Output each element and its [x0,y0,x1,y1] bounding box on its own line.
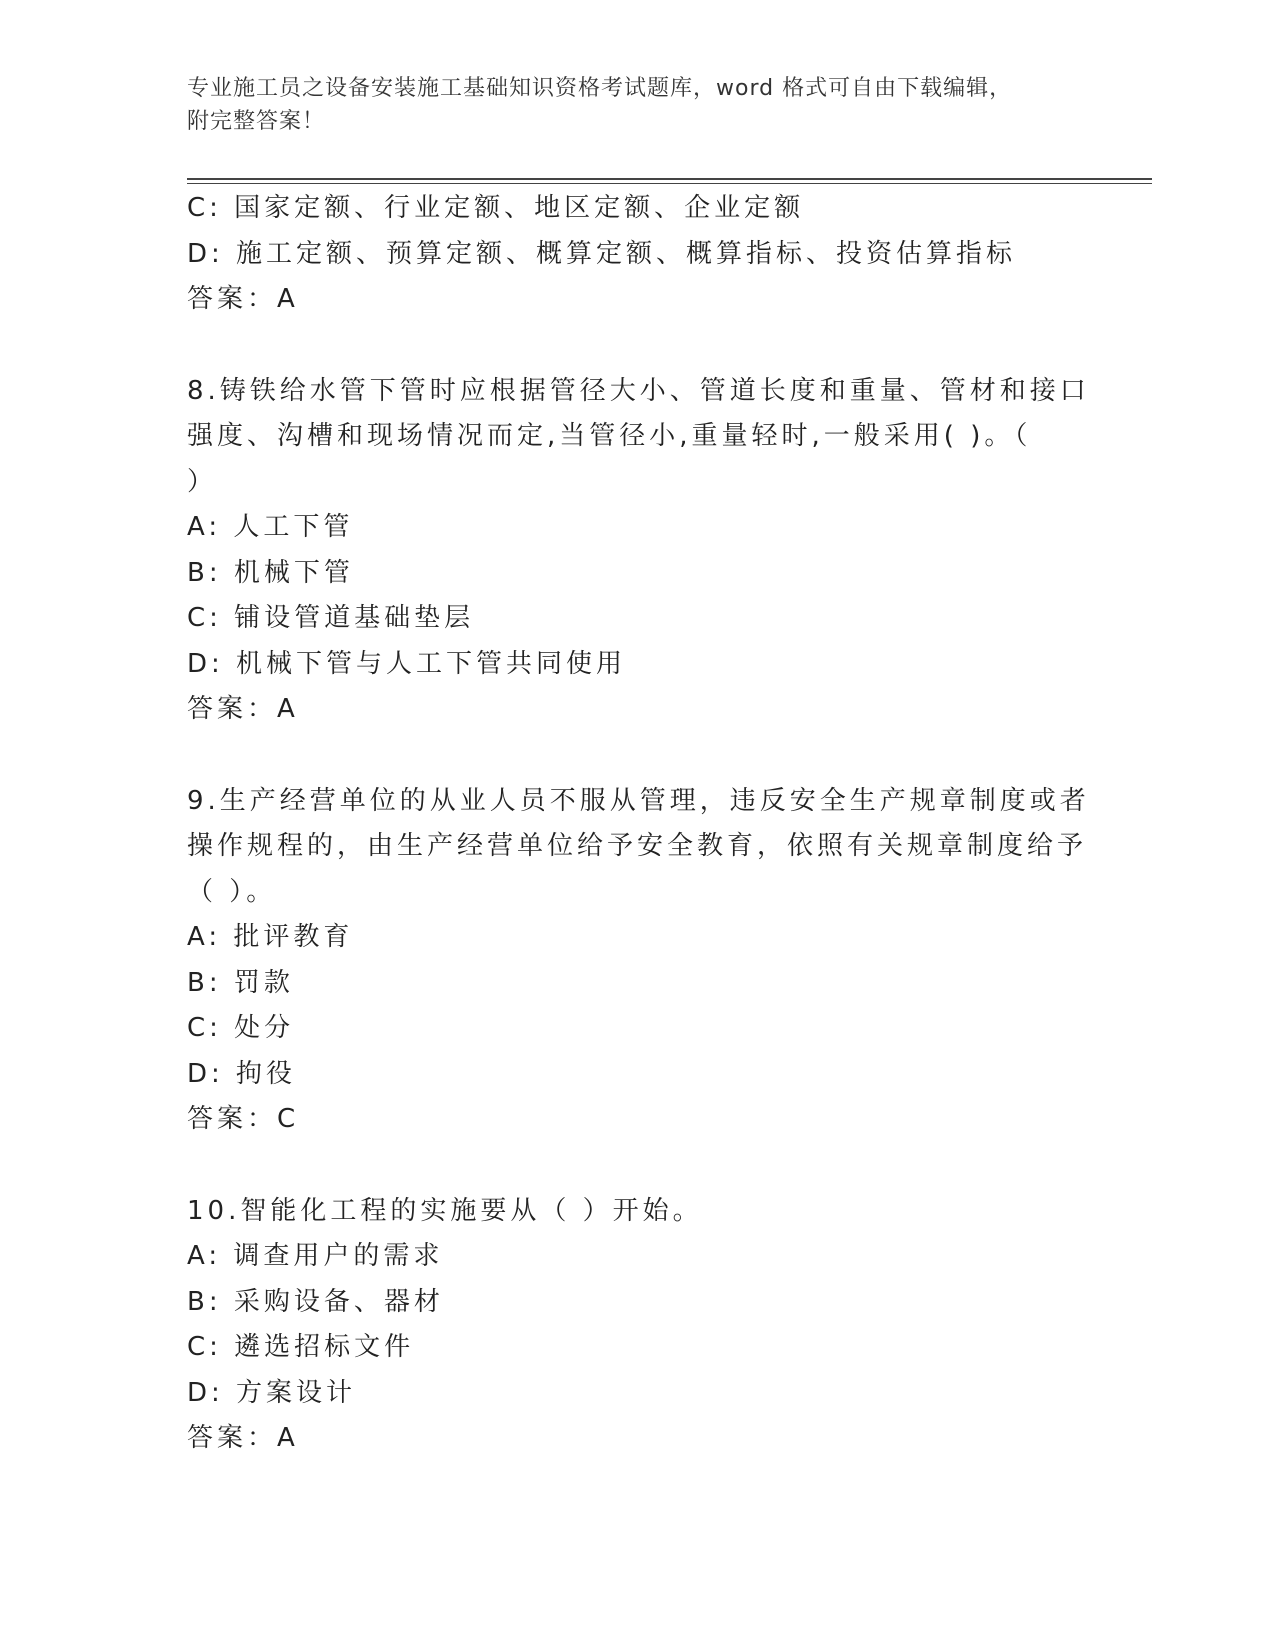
option-b: B: 罚款 [187,967,294,998]
option-c: C: 铺设管道基础垫层 [187,603,475,633]
spacer [187,733,1067,779]
question-10 [187,1189,1067,1462]
page-header [187,72,1067,138]
question-stem-line: 8.铸铁给水管下管时应根据管径大小、管道长度和重量、管材和接口 [187,375,1090,406]
question-9 [187,779,1090,1143]
answer: 答案：C [187,1104,300,1134]
option-d: D: 拘役 [187,1058,297,1089]
option-d: D: 方案设计 [187,1377,357,1408]
question-8 [187,369,1090,733]
option-d: D: 施工定额、预算定额、概算定额、概算指标、投资估算指标 [187,238,1017,269]
option-b: B: 采购设备、器材 [187,1286,444,1317]
option-d: D: 机械下管与人工下管共同使用 [187,648,627,679]
question-stem-line: 9.生产经营单位的从业人员不服从管理，违反安全生产规章制度或者 [187,785,1090,816]
question-stem-line: ） [187,466,218,497]
header-divider [187,178,1152,184]
question-content [187,186,1090,1462]
question-stem-line: （ ）。 [187,876,277,907]
prev-question-block [187,186,1067,323]
option-c: C: 国家定额、行业定额、地区定额、企业定额 [187,193,805,223]
option-a: A: 调查用户的需求 [187,1241,444,1271]
answer-text: 答案：A [187,284,299,314]
header-line-2: 附完整答案！ [187,109,326,134]
question-stem-line: 10.智能化工程的实施要从（ ）开始。 [187,1195,703,1226]
option-c: C: 处分 [187,1013,295,1043]
header-line-1: 专业施工员之设备安装施工基础知识资格考试题库，word 格式可自由下载编辑， [187,76,1013,101]
answer: 答案：A [187,1423,299,1453]
option-a: A: 批评教育 [187,922,354,952]
question-stem-line: 操作规程的，由生产经营单位给予安全教育，依照有关规章制度给予 [187,831,1088,861]
answer [187,277,1067,323]
spacer [187,1143,1067,1189]
option-a: A: 人工下管 [187,512,354,542]
option-c: C: 遴选招标文件 [187,1332,415,1362]
option-b: B: 机械下管 [187,557,354,588]
answer: 答案：A [187,694,299,724]
question-stem-line: 强度、沟槽和现场情况而定,当管径小,重量轻时,一般采用( )。（ [187,421,1032,451]
spacer [187,323,1067,369]
